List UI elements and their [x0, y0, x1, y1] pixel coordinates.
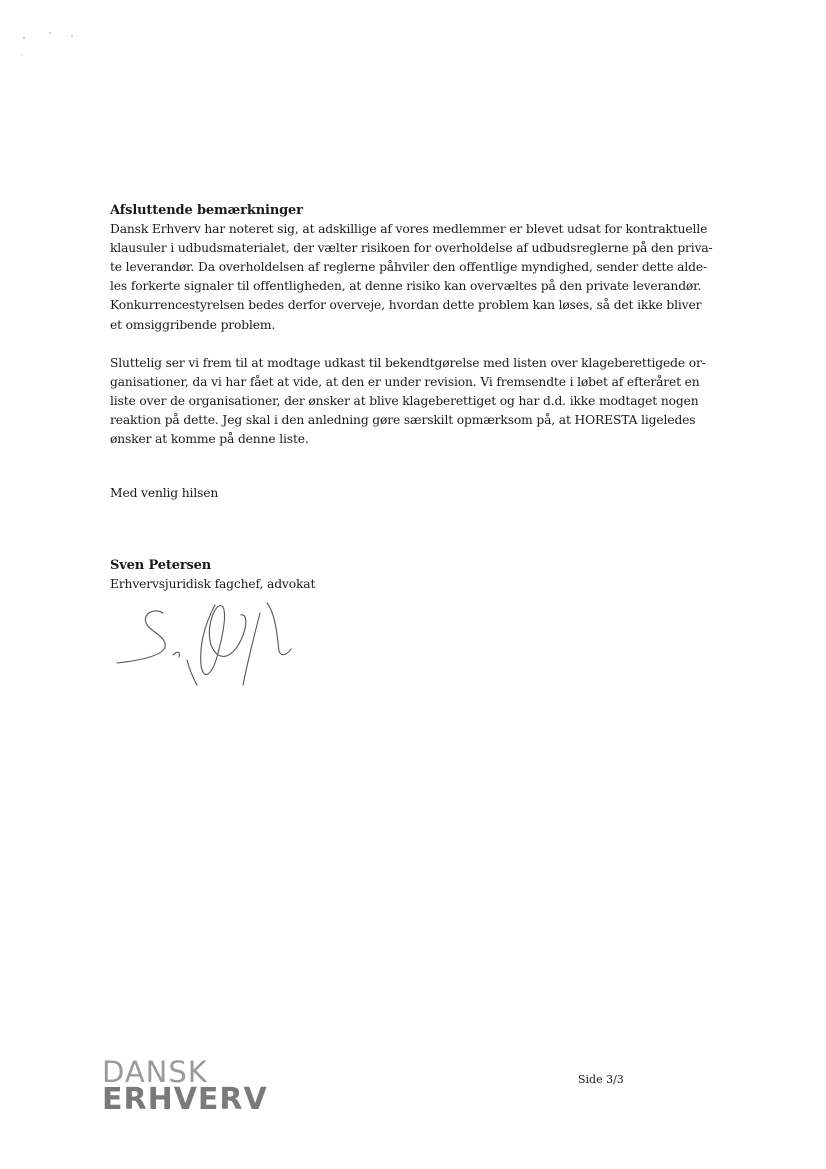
- text-line: te leverandør. Da overholdelsen af reglerne påhviler den offentlige myndighed, sender dette alde-: [110, 260, 707, 275]
- logo-text-erhverv: ERHVERV: [102, 1082, 268, 1117]
- logo-text-dansk: DANSK: [102, 1055, 208, 1089]
- text-line: klausuler i udbudsmaterialet, der vælter risikoen for overholdelse af udbudsreglerne på den priva-: [110, 241, 713, 256]
- closing-greeting: Med venlig hilsen: [110, 486, 219, 501]
- section-heading: Afsluttende bemærkninger: [110, 203, 303, 218]
- paragraph-1: [110, 220, 735, 335]
- text-line: Konkurrencestyrelsen bedes derfor overveje, hvordan dette problem kan løses, så det ikke bliver: [110, 298, 702, 313]
- signer-name: Sven Petersen: [110, 558, 212, 574]
- scan-specks: [0, 0, 120, 60]
- handwritten-signature: [115, 585, 315, 695]
- text-line: Dansk Erhverv har noteret sig, at adskillige af vores medlemmer er blevet udsat for kontraktuelle: [110, 222, 708, 237]
- page-number: Side 3/3: [578, 1073, 624, 1086]
- text-line: les forkerte signaler til offentligheden, at denne risiko kan overvæltes på den private leverandør.: [110, 279, 702, 294]
- dansk-erhverv-logo: [102, 1055, 282, 1117]
- text-line: ønsker at komme på denne liste.: [110, 432, 309, 447]
- paragraph-2: [110, 354, 735, 449]
- text-line: reaktion på dette. Jeg skal i den anledning gøre særskilt opmærksom på, at HORESTA ligeledes: [110, 412, 696, 427]
- letter-body: [110, 201, 735, 594]
- text-line: ganisationer, da vi har fået at vide, at den er under revision. Vi fremsendte i løbet af efteråret en: [110, 374, 700, 389]
- text-line: et omsiggribende problem.: [110, 317, 276, 332]
- text-line: Sluttelig ser vi frem til at modtage udkast til bekendtgørelse med listen over klageberettigede or-: [110, 355, 706, 370]
- signer-title: Erhvervsjuridisk fagchef, advokat: [110, 577, 316, 592]
- text-line: liste over de organisationer, der ønsker at blive klageberettiget og har d.d. ikke modtaget nogen: [110, 393, 699, 408]
